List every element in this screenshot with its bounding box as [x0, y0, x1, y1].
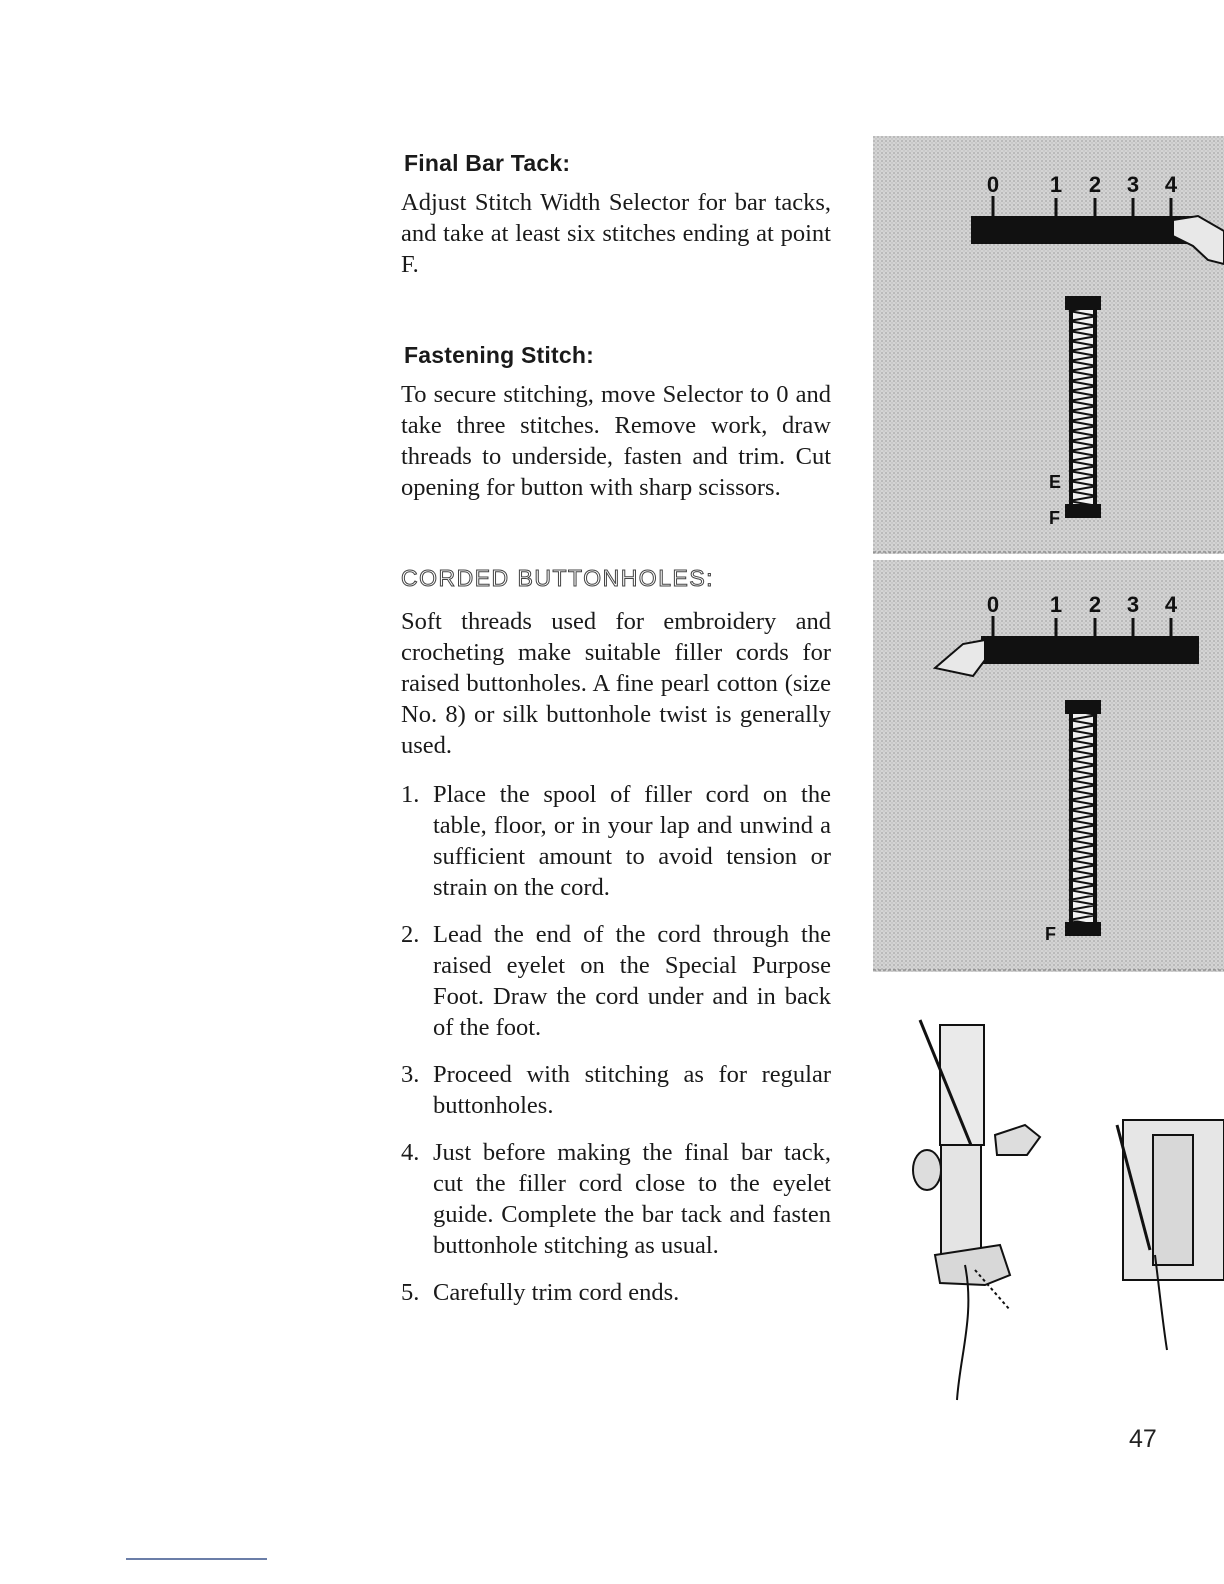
- presser-foot-right-icon: [1117, 1120, 1224, 1350]
- list-item: [401, 779, 831, 903]
- final-bar-tack-body: Adjust Stitch Width Selector for bar tacks, and take at least six stitches ending at point F.: [401, 189, 831, 278]
- fastening-stitch-heading: Fastening Stitch:: [404, 342, 594, 368]
- corded-buttonholes-intro: Soft threads used for embroidery and crocheting make suitable filler cords for raised buttonholes. A fine pearl cotton (size No. 8) or silk buttonhole twist is generally used.: [401, 608, 831, 759]
- step-number: 3.: [401, 1061, 420, 1088]
- list-item: [401, 1277, 831, 1308]
- text-column: [401, 150, 831, 1324]
- stitch-width-diagram-top: [873, 136, 1224, 554]
- bottom-rule: [126, 1558, 267, 1560]
- list-item: [401, 919, 831, 1043]
- step-number: 1.: [401, 781, 420, 808]
- scale-label-0: 0: [986, 172, 1000, 197]
- point-label-f: F: [1049, 508, 1060, 528]
- step-text: Just before making the final bar tack, cut the filler cord close to the eyelet guide. Complete the bar tack and fasten buttonhole stitching as usual.: [433, 1139, 831, 1259]
- fastening-stitch-body: To secure stitching, move Selector to 0 and take three stitches. Remove work, draw threads to underside, fasten and trim. Cut opening for button with sharp scissors.: [401, 381, 831, 501]
- buttonhole-stitch-icon: [1065, 296, 1101, 518]
- scale-label-3: 3: [1126, 592, 1140, 617]
- point-label-e: E: [1049, 472, 1062, 492]
- point-label-f: F: [1045, 924, 1056, 944]
- step-number: 5.: [401, 1279, 420, 1306]
- selector-slot: [981, 636, 1199, 664]
- corded-steps-list: [401, 779, 831, 1308]
- list-item: [401, 1059, 831, 1121]
- presser-foot-left-icon: [913, 1020, 1040, 1400]
- scale-label-4: 4: [1164, 592, 1178, 617]
- step-text: Proceed with stitching as for regular buttonholes.: [433, 1061, 831, 1119]
- step-number: 2.: [401, 921, 420, 948]
- buttonhole-stitch-icon: [1065, 700, 1101, 936]
- scale-label-2: 2: [1088, 172, 1102, 197]
- step-number: 4.: [401, 1139, 420, 1166]
- step-text: Carefully trim cord ends.: [433, 1279, 680, 1306]
- list-item: [401, 1137, 831, 1261]
- step-text: Place the spool of filler cord on the table, floor, or in your lap and unwind a sufficient amount to avoid tension or strain on the cord.: [433, 781, 831, 901]
- scale-label-3: 3: [1126, 172, 1140, 197]
- scale-label-1: 1: [1049, 172, 1063, 197]
- scale-label-1: 1: [1049, 592, 1063, 617]
- scale-label-2: 2: [1088, 592, 1102, 617]
- scale-label-4: 4: [1164, 172, 1178, 197]
- corded-buttonholes-heading: CORDED BUTTONHOLES:: [401, 565, 715, 591]
- stitch-width-diagram-bottom: [873, 560, 1224, 972]
- special-purpose-foot-illustration: [905, 1015, 1224, 1405]
- scale-label-0: 0: [986, 592, 1000, 617]
- step-text: Lead the end of the cord through the raised eyelet on the Special Purpose Foot. Draw the cord under and in back of the foot.: [433, 921, 831, 1041]
- selector-slot: [971, 216, 1193, 244]
- page-number: 47: [1129, 1425, 1157, 1453]
- final-bar-tack-heading: Final Bar Tack:: [404, 150, 571, 176]
